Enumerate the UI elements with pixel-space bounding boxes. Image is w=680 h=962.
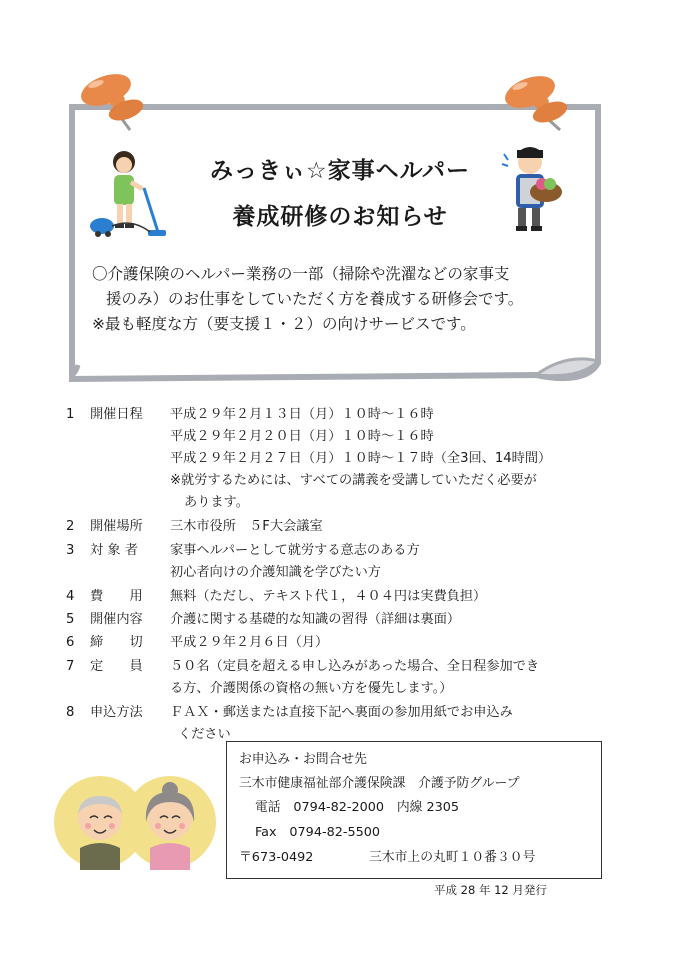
capacity-value-1: ５０名（定員を超える申し込みがあった場合、全日程参加でき [170,659,540,674]
schedule-note-1: ※就労するためには、すべての講義を受講していただく必要が [170,473,537,488]
fee-value: 無料（ただし、テキスト代１，４０４円は実費負担） [170,589,487,604]
intro-line-1: 〇介護保険のヘルパー業務の一部（掃除や洗濯などの家事支 [92,265,510,283]
pushpin-right-icon [502,70,582,136]
contact-box [226,741,602,879]
item-number: 8 [66,705,75,720]
target-value-1: 家事ヘルパーとして就労する意志のある方 [170,543,420,558]
issue-date: 平成 28 年 12 月発行 [434,883,547,897]
schedule-date-1: 平成２９年２月１３日（月）１０時～１６時 [170,407,434,422]
intro-line-3: ※最も軽度な方（要支援１・２）の向けサービスです。 [92,315,476,333]
contact-phone: 電話 0794-82-2000 内線 2305 [255,800,460,815]
application-value-2: ください [178,727,231,742]
title-line-2: 養成研修のお知らせ [232,204,448,230]
item-label: 開催内容 [90,612,143,627]
target-value-2: 初心者向けの介護知識を学びたい方 [170,565,381,580]
contact-heading: お申込み・お問合せ先 [239,752,367,767]
schedule-date-3: 平成２９年２月２７日（月）１０時～１７時（全3回、14時間） [170,451,552,466]
item-number: 7 [66,659,75,674]
capacity-value-2: る方、介護関係の資格の無い方を優先します。） [170,681,453,696]
content-value: 介護に関する基礎的な知識の習得（詳細は裏面） [170,612,461,627]
item-number: 4 [66,589,75,604]
item-label: 対 象 者 [90,543,138,558]
intro-line-2: 援のみ）のお仕事をしていただく方を養成する研修会です。 [106,290,524,308]
contact-department: 三木市健康福祉部介護保険課 介護予防グループ [239,776,520,791]
item-number: 1 [66,407,75,422]
item-number: 6 [66,635,75,650]
item-label: 締 切 [90,635,143,650]
item-number: 2 [66,519,75,534]
title-line-1: みっきぃ☆家事ヘルパー [209,158,470,184]
item-number: 5 [66,612,75,627]
item-label: 申込方法 [90,705,143,720]
contact-fax: Fax 0794-82-5500 [255,825,381,840]
item-label: 開催場所 [90,519,143,534]
pushpin-left-icon [76,68,156,134]
elderly-couple-illustration [50,774,220,870]
schedule-note-2: あります。 [184,495,249,510]
application-value-1: ＦＡＸ・郵送または直接下記へ裏面の参加用紙でお申込み [170,705,513,720]
item-label: 定 員 [90,659,143,674]
item-label: 開催日程 [90,407,143,422]
venue-value: 三木市役所 ５F大会議室 [170,519,323,534]
item-number: 3 [66,543,75,558]
contact-address: 三木市上の丸町１０番３０号 [369,850,536,865]
item-label: 費 用 [90,589,143,604]
contact-postal-code: 〒673-0492 [239,850,314,865]
deadline-value: 平成２９年２月６日（月） [170,635,329,650]
intro-text [92,262,592,337]
schedule-date-2: 平成２９年２月２０日（月）１０時～１６時 [170,429,434,444]
